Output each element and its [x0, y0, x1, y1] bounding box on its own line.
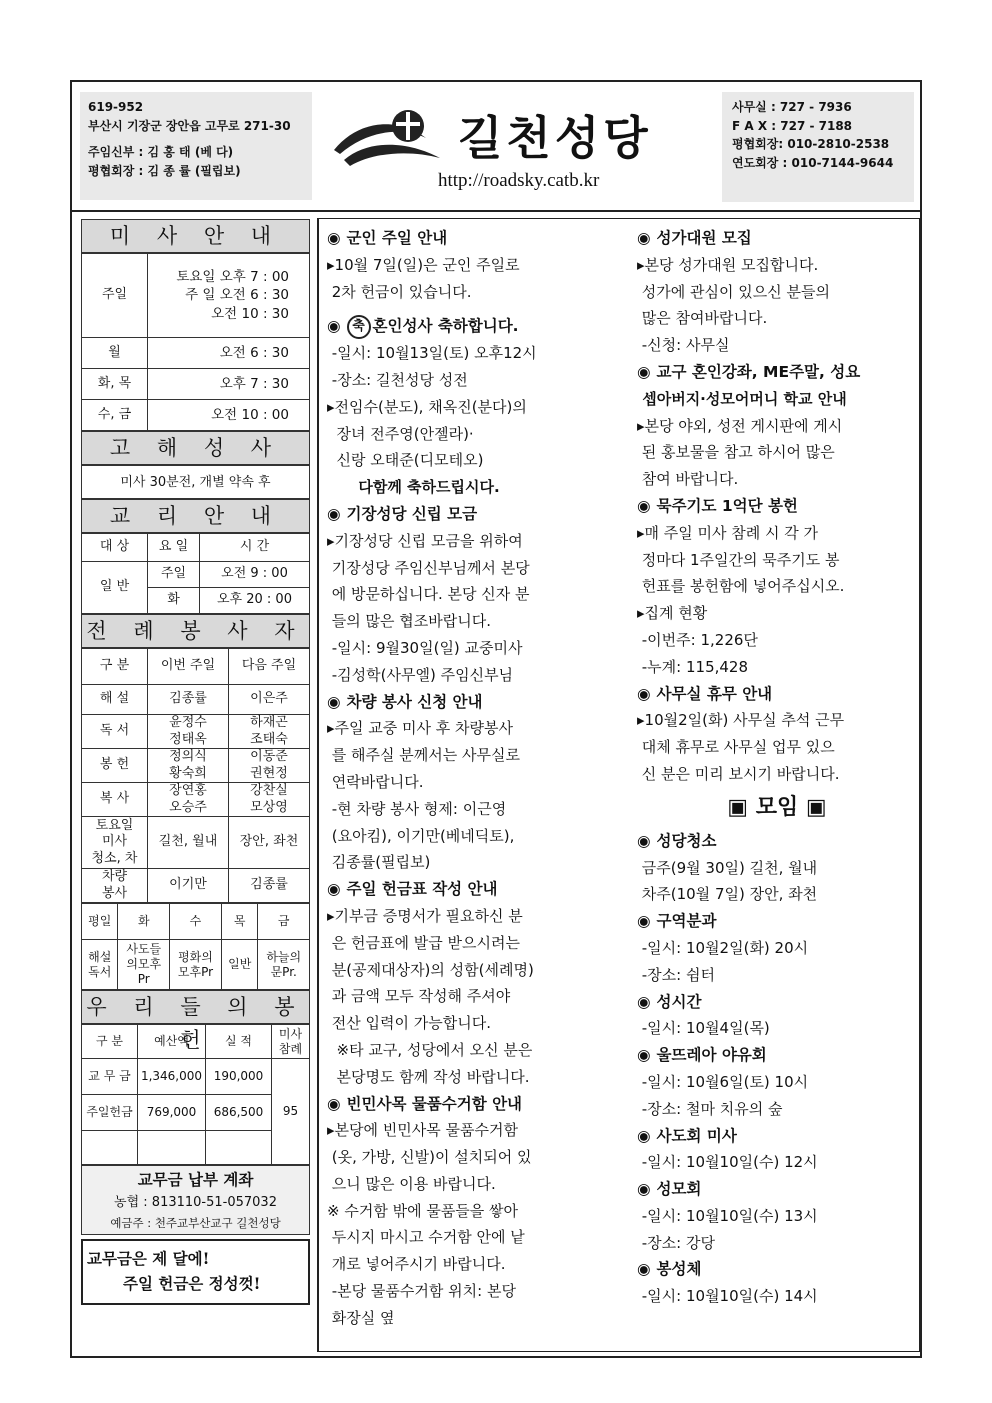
section-heading-text: 주일 헌금표 작성 안내: [346, 880, 498, 899]
section-heading: [637, 1042, 917, 1069]
liturgy-header: 다음 주일: [229, 649, 310, 685]
weekday-cell: 해설 독서: [82, 940, 118, 990]
text-line: 많은 참여바랍니다.: [637, 309, 768, 328]
left-sidebar: [81, 219, 310, 1305]
bullet-icon: ◉: [327, 317, 341, 336]
mass-title: 미 사 안 내: [81, 219, 310, 253]
liturgy-header: 구 분: [82, 649, 148, 685]
office-tel: 사무실 : 727 - 7936: [732, 100, 852, 114]
catechism-table: [81, 533, 310, 614]
offering-label: 주일헌금: [82, 1095, 138, 1131]
section-heading: [637, 828, 917, 855]
text-line: 참여 바랍니다.: [637, 470, 739, 489]
text-line: 된 홍보물을 참고 하시어 많은: [637, 443, 835, 462]
text-line: -일시: 10월4일(목): [637, 1019, 770, 1038]
account-bank: 농협 : 813110-51-057032: [114, 1194, 277, 1210]
bullet-icon: ◉: [637, 1260, 651, 1279]
section-heading: [327, 876, 607, 903]
section-heading-text: 울뜨레아 야유회: [656, 1046, 767, 1065]
offering-header: 구 분: [82, 1025, 138, 1059]
text-line: ▸본당 성가대원 모집합니다.: [637, 255, 819, 274]
content-column-right: [637, 225, 917, 1310]
section-heading-text: 차량 봉사 신청 안내: [346, 692, 483, 711]
section-heading-text: 사도회 미사: [656, 1126, 737, 1145]
mass-sunday-label: 주일: [82, 254, 148, 338]
council-head: 평협회장 : 김 종 률 (필립보): [88, 163, 241, 178]
mass-sunday-times: [148, 254, 310, 338]
slogan-line: 주일 헌금은 정성껏!: [123, 1273, 261, 1293]
text-line: -일시: 10월13일(토) 오후12시: [327, 344, 537, 363]
text-line: ※ 수거함 밖에 물품들을 쌓아: [327, 1201, 519, 1220]
contact-box: [722, 92, 914, 202]
liturgy-next: 김종률: [229, 869, 310, 903]
text-line: -김성학(사무엘) 주임신부님: [327, 665, 514, 684]
section-heading: [637, 989, 917, 1016]
text-line: -일시: 10월2일(화) 20시: [637, 938, 809, 957]
text-line: 차주(10월 7일) 장안, 좌천: [637, 885, 818, 904]
section-heading: [327, 225, 607, 252]
section-heading: [327, 689, 607, 716]
section-heading-text: 구역분과: [656, 912, 717, 931]
text-line: 과 금액 모두 작성해 주셔야: [327, 987, 511, 1006]
catechism-day: 주일: [148, 562, 200, 588]
mass-table: [81, 253, 310, 431]
text-line: 다함께 축하드립시다.: [327, 478, 500, 497]
weekday-header: 금: [258, 904, 310, 940]
section-heading: [637, 359, 917, 386]
text-line: -본당 물품수거함 위치: 본당: [327, 1282, 516, 1301]
offering-budget: 1,346,000: [138, 1059, 206, 1095]
bullet-icon: ◉: [637, 1126, 651, 1145]
meetings-heading: ▣ 모임 ▣: [727, 794, 827, 820]
section-heading-text: 기장성당 신립 모금: [346, 504, 478, 523]
text-line: 기장성당 주임신부님께서 본당: [327, 558, 530, 577]
text-line: 들의 많은 협조바랍니다.: [327, 612, 491, 631]
text-line: 장녀 전주영(안젤라)·: [327, 424, 474, 443]
section-heading: [637, 908, 917, 935]
text-line: ▸본당 야외, 성전 게시판에 게시: [637, 416, 843, 435]
offering-budget: 769,000: [138, 1095, 206, 1131]
section-heading: [327, 1091, 607, 1118]
bullet-icon: ◉: [327, 692, 341, 711]
offering-header: 예산액: [138, 1025, 206, 1059]
mass-time: 오후 7 : 30: [148, 369, 310, 400]
section-heading-text: 성모회: [656, 1180, 702, 1199]
offering-label: 교 무 금: [82, 1059, 138, 1095]
mass-day: 월: [82, 338, 148, 369]
spacer: [327, 305, 607, 313]
content-column-left: [327, 225, 607, 1332]
confession-note: 미사 30분전, 개별 약속 후: [81, 465, 310, 499]
catechism-time: 오후 20 : 00: [200, 588, 310, 614]
bullet-icon: ◉: [637, 496, 651, 515]
account-holder: 예금주 : 천주교부산교구 길천성당: [110, 1215, 281, 1230]
text-line: 분(공제대상자)의 성함(세례명): [327, 960, 534, 979]
section-heading-text: 봉성체: [656, 1260, 702, 1279]
text-line: 전산 입력이 가능합니다.: [327, 1014, 491, 1033]
text-line: ▸매 주일 미사 참례 시 각 가: [637, 523, 819, 542]
liturgy-this: 장연홍 오승주: [148, 783, 229, 817]
section-heading: [637, 493, 917, 520]
liturgy-this: 정의식 황숙희: [148, 749, 229, 783]
bullet-icon: ◉: [327, 229, 341, 247]
liturgy-next: 이은주: [229, 685, 310, 715]
liturgy-next: 강찬실 모상영: [229, 783, 310, 817]
text-line: ▸10월 7일(일)은 군인 주일로: [327, 255, 520, 274]
section-heading-text: 성시간: [656, 992, 702, 1011]
weekday-cell: 사도들 의모후 Pr: [118, 940, 170, 990]
liturgy-role: 복 사: [82, 783, 148, 817]
text-line: 본당명도 함께 작성 바랍니다.: [327, 1067, 530, 1086]
offering-actual: 686,500: [206, 1095, 272, 1131]
weekday-header: 수: [169, 904, 221, 940]
liturgy-this: 윤정수 정태옥: [148, 715, 229, 749]
mass-day: 화, 목: [82, 369, 148, 400]
section-heading-text: 묵주기도 1억단 봉헌: [656, 496, 798, 515]
bullet-icon: ◉: [637, 831, 651, 850]
text-line: 헌표를 봉헌함에 넣어주십시오.: [637, 577, 845, 596]
section-heading-text: 빈민사목 물품수거함 안내: [346, 1094, 523, 1113]
liturgy-table: [81, 648, 310, 903]
text-line: 를 해주실 분께서는 사무실로: [327, 746, 520, 765]
liturgy-this: 길천, 월내: [148, 817, 229, 869]
text-line: ※타 교구, 성당에서 오신 분은: [327, 1040, 533, 1059]
section-heading: [637, 681, 917, 708]
offering-title: 우 리 들 의 봉 헌: [81, 990, 310, 1024]
text-line: (요아킴), 이기만(베네딕토),: [327, 826, 515, 845]
slogan-box: [81, 1239, 310, 1305]
text-line: 두시지 마시고 수거함 안에 낱: [327, 1228, 525, 1247]
parish-url[interactable]: http://roadsky.catb.kr: [438, 170, 600, 191]
text-line: 신랑 오태준(디모테오): [327, 451, 484, 470]
section-heading-text: 교구 혼인강좌, ME주말, 성요: [656, 362, 861, 381]
text-line: 금주(9월 30일) 길천, 월내: [637, 858, 818, 877]
bullet-icon: ◉: [637, 229, 651, 247]
account-title: 교무금 납부 계좌: [137, 1171, 254, 1189]
catechism-day: 화: [148, 588, 200, 614]
section-heading: [637, 1256, 917, 1283]
text-line: 화장실 옆: [327, 1308, 395, 1327]
text-line: 셉아버지·성모어머니 학교 안내: [637, 389, 847, 408]
offering-actual: 190,000: [206, 1059, 272, 1095]
offering-header: 실 적: [206, 1025, 272, 1059]
bullet-icon: ◉: [327, 880, 341, 899]
liturgy-role: 토요일 미사 청소, 차: [82, 817, 148, 869]
section-heading: [327, 501, 607, 528]
mass-time: 주 일 오전 6 : 30: [185, 287, 289, 304]
bullet-icon: ◉: [637, 912, 651, 931]
text-line: 정마다 1주일간의 묵주기도 봉: [637, 550, 840, 569]
section-heading: [637, 1176, 917, 1203]
text-line: ▸기부금 증명서가 필요하신 분: [327, 906, 523, 925]
text-line: 대체 휴무로 사무실 업무 있으: [637, 738, 835, 757]
text-line: 성가에 관심이 있으신 분들의: [637, 282, 830, 301]
weekday-table: [81, 903, 310, 990]
text-line: 개로 넣어주시기 바랍니다.: [327, 1255, 506, 1274]
section-heading-text: 성가대원 모집: [656, 229, 752, 247]
weekday-cell: 일반: [221, 940, 257, 990]
bullet-icon: ◉: [637, 684, 651, 703]
text-line: -장소: 강당: [637, 1233, 715, 1252]
liturgy-next: 하재곤 조태숙: [229, 715, 310, 749]
text-line: ▸주일 교중 미사 후 차량봉사: [327, 719, 513, 738]
offering-header: 미사 참례: [272, 1025, 310, 1059]
text-line: -일시: 9월30일(일) 교중미사: [327, 638, 523, 657]
text-line: -일시: 10월10일(수) 12시: [637, 1153, 818, 1172]
text-line: (옷, 가방, 신발)이 설치되어 있: [327, 1148, 532, 1167]
section-heading-text: 군인 주일 안내: [346, 229, 448, 247]
text-line: -이번주: 1,226단: [637, 630, 758, 649]
text-line: ▸전임수(분도), 채옥진(분다)의: [327, 397, 527, 416]
weekday-cell: 하늘의 문Pr.: [258, 940, 310, 990]
parish-logo-icon: [330, 98, 450, 178]
text-line: 은 헌금표에 발급 받으시려는: [327, 933, 520, 952]
text-line: -현 차량 봉사 형제: 이근영: [327, 799, 507, 818]
main-content: [317, 218, 920, 1352]
section-heading-text: 사무실 휴무 안내: [656, 684, 773, 703]
text-line: -일시: 10월10일(수) 14시: [637, 1287, 818, 1306]
catechism-header: 시 간: [200, 534, 310, 562]
weekday-header: 평일: [82, 904, 118, 940]
text-line: -일시: 10월10일(수) 13시: [637, 1206, 818, 1225]
confession-title: 고 해 성 사: [81, 431, 310, 465]
section-heading-text: 혼인성사 축하합니다.: [372, 317, 519, 336]
text-line: -장소: 철마 치유의 숲: [637, 1099, 783, 1118]
liturgy-this: 이기만: [148, 869, 229, 903]
parish-info-box: [80, 92, 312, 200]
weekday-header: 화: [118, 904, 170, 940]
mass-time: 오전 6 : 30: [148, 338, 310, 369]
liturgy-next: 이동준 권현정: [229, 749, 310, 783]
pastor: 주임신부 : 김 홍 태 (베 다): [88, 145, 234, 160]
postal-code: 619-952: [88, 100, 144, 114]
liturgy-role: 독 서: [82, 715, 148, 749]
text-line: -장소: 쉼터: [637, 965, 715, 984]
liturgy-role: 해 설: [82, 685, 148, 715]
text-line: 신 분은 미리 보시기 바랍니다.: [637, 764, 840, 783]
text-line: 2차 헌금이 있습니다.: [327, 282, 472, 301]
parish-title: 길천성당: [458, 111, 652, 165]
liturgy-role: 차량 봉사: [82, 869, 148, 903]
bullet-icon: ◉: [637, 1046, 651, 1065]
catechism-header: 요 일: [148, 534, 200, 562]
liturgy-next: 장안, 좌천: [229, 817, 310, 869]
bullet-icon: ◉: [637, 362, 651, 381]
account-box: [81, 1165, 310, 1235]
text-line: 으니 많은 이용 바랍니다.: [327, 1174, 496, 1193]
mass-time: 오전 10 : 00: [148, 400, 310, 431]
catechism-title: 교 리 안 내: [81, 499, 310, 533]
section-heading: [637, 225, 917, 252]
text-line: ▸기장성당 신립 모금을 위하여: [327, 531, 523, 550]
catechism-time: 오전 9 : 00: [200, 562, 310, 588]
council-tel: 평협회장: 010-2810-2538: [732, 137, 890, 152]
text-line: 에 방문하십니다. 본당 신자 분: [327, 585, 530, 604]
liturgy-role: 봉 헌: [82, 749, 148, 783]
bullet-icon: ◉: [637, 1180, 651, 1199]
attendance-count: 95: [272, 1059, 310, 1165]
bulletin-page: [70, 80, 922, 1358]
liturgy-this: 김종률: [148, 685, 229, 715]
section-heading: [327, 313, 607, 340]
text-line: -신청: 사무실: [637, 336, 730, 355]
bullet-icon: ◉: [327, 504, 341, 523]
text-line: 연락바랍니다.: [327, 772, 424, 791]
text-line: ▸집계 현황: [637, 604, 708, 623]
text-line: 김종률(필립보): [327, 853, 431, 872]
text-line: ▸본당에 빈민사목 물품수거함: [327, 1121, 518, 1140]
text-line: -누계: 115,428: [637, 657, 749, 676]
text-line: -일시: 10월6일(토) 10시: [637, 1072, 809, 1091]
celebration-stamp-icon: 축: [347, 315, 371, 339]
address: 부산시 기장군 장안읍 고무로 271-30: [88, 118, 291, 133]
text-line: -장소: 길천성당 성전: [327, 370, 468, 389]
bullet-icon: ◉: [637, 992, 651, 1011]
bullet-icon: ◉: [327, 1094, 341, 1113]
weekday-header: 목: [221, 904, 257, 940]
fax: F A X : 727 - 7188: [732, 118, 853, 133]
mass-time: 오전 10 : 30: [211, 305, 289, 322]
header: [72, 82, 920, 212]
mass-day: 수, 금: [82, 400, 148, 431]
section-heading: [637, 1123, 917, 1150]
section-heading-text: 성당청소: [656, 831, 717, 850]
youth-tel: 연도회장 : 010-7144-9644: [732, 155, 894, 170]
text-line: ▸10월2일(화) 사무실 추석 근무: [637, 711, 845, 730]
weekday-cell: 평화의 모후Pr: [169, 940, 221, 990]
mass-time: 토요일 오후 7 : 00: [176, 269, 289, 286]
slogan-line: 교무금은 제 달에!: [87, 1248, 210, 1268]
liturgy-header: 이번 주일: [148, 649, 229, 685]
catechism-header: 대 상: [82, 534, 148, 562]
liturgy-title: 전 례 봉 사 자: [81, 614, 310, 648]
catechism-target: 일 반: [82, 562, 148, 614]
